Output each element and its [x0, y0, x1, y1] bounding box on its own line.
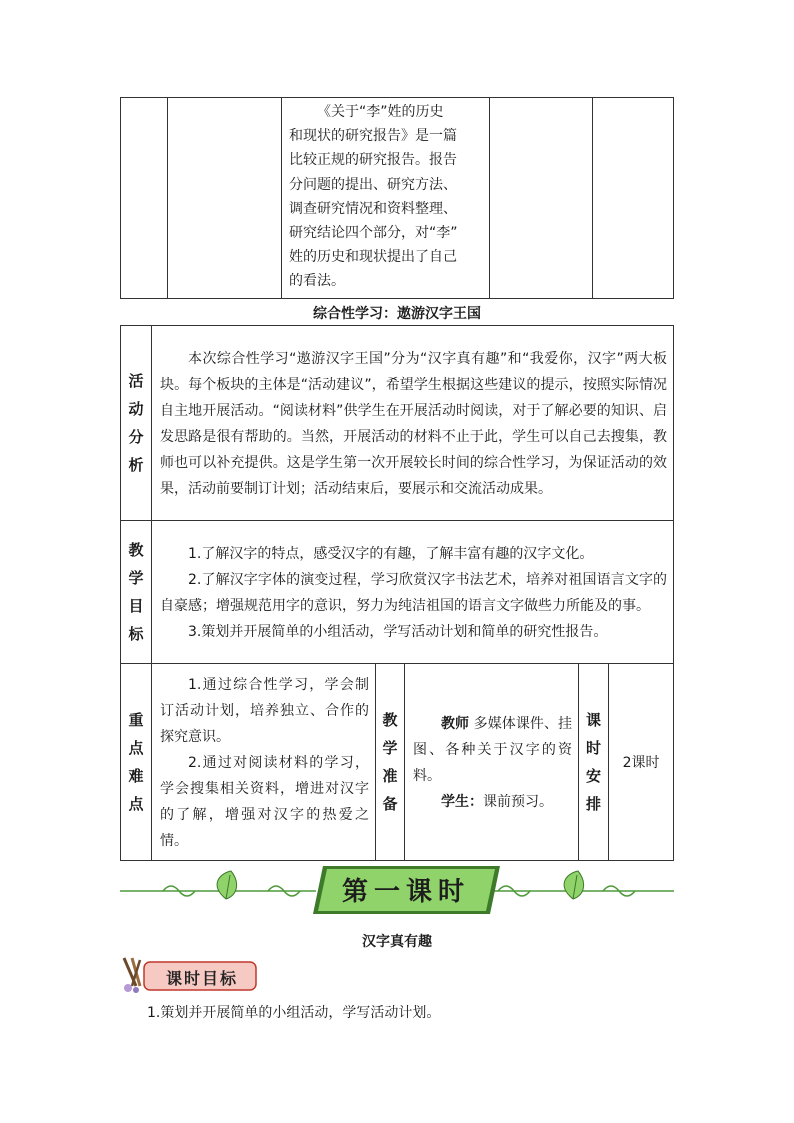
- lesson-subtitle: 汉字真有趣: [362, 934, 432, 950]
- report-line: 研究结论四个部分，对“李”: [289, 225, 458, 242]
- label-char: 教: [382, 711, 398, 729]
- label-char: 分: [128, 428, 144, 446]
- empty-cell: [121, 98, 168, 299]
- label-char: 学: [382, 739, 398, 757]
- lesson-banner: [118, 862, 676, 918]
- label-char: 难: [128, 767, 144, 785]
- label-char: 课: [585, 711, 601, 729]
- key-points-cell: [152, 664, 376, 861]
- label-char: 备: [382, 795, 398, 813]
- label-char: 准: [382, 767, 398, 785]
- label-char: 析: [128, 456, 144, 474]
- label-char: 动: [128, 400, 144, 418]
- goals-label: [121, 521, 152, 664]
- teacher-prep-text: 多媒体课件、挂图、各种关于汉字的资料。: [413, 716, 573, 784]
- student-prep: [413, 789, 572, 815]
- label-char: 重: [128, 711, 144, 729]
- lesson-banner-title: 第一课时: [341, 877, 470, 907]
- label-char: 目: [128, 597, 144, 615]
- label-char: 时: [585, 739, 601, 757]
- objective-badge-label: 课时目标: [165, 969, 238, 988]
- label-char: 教: [128, 541, 144, 559]
- key-points-label: [121, 664, 152, 861]
- label-char: 活: [128, 372, 144, 390]
- report-table: [120, 97, 674, 299]
- goal-item: 3.策划并开展简单的小组活动，学写活动计划和简单的研究性报告。: [188, 624, 608, 640]
- label-char: 标: [128, 625, 144, 643]
- report-line: 调查研究情况和资料整理、: [289, 200, 457, 217]
- report-line: 比较正规的研究报告。报告: [289, 152, 457, 169]
- label-char: 排: [585, 795, 601, 813]
- teacher-prep: [413, 711, 572, 789]
- report-description-cell: [282, 98, 490, 299]
- empty-cell: [490, 98, 593, 299]
- goals-cell: [152, 521, 674, 664]
- report-line: 分问题的提出、研究方法、: [289, 176, 457, 193]
- report-line: 《关于“李”姓的历史: [317, 104, 444, 120]
- report-line: 的看法。: [289, 273, 345, 290]
- label-char: 学: [128, 569, 144, 587]
- objective-item: 1.策划并开展简单的小组活动，学写活动计划。: [147, 1005, 441, 1021]
- activity-analysis-text: 本次综合性学习“遨游汉字王国”分为“汉字真有趣”和“我爱你，汉字”两大板块。每个板块的主体是“活动建议”，希望学生根据这些建议的提示，按照实际情况自主地开展活动。“阅读材料”供学生在开展活动时阅读，对于了解必要的知识、启发思路是很有帮助的。当然，开展活动的材料不止于此，学生可以自己去搜集，教师也可以补充提供。这是学生第一次开展较长时间的综合性学习，为保证活动的效果，活动前要制订计划；活动结束后，要展示和交流活动成果。: [160, 351, 668, 497]
- label-char: 点: [128, 795, 144, 813]
- label-char: 安: [585, 767, 601, 785]
- schedule-label: [579, 664, 609, 861]
- report-line: 和现状的研究报告》是一篇: [289, 128, 457, 145]
- goal-item: 1.了解汉字的特点，感受汉字的有趣，了解丰富有趣的汉字文化。: [188, 546, 594, 562]
- schedule-value: 2课时: [609, 664, 674, 861]
- report-line: 姓的历史和现状提出了自己: [289, 249, 457, 266]
- key-point-item: 2.通过对阅读材料的学习，学会搜集相关资料，增进对汉字的了解，增强对汉字的热爱之情。: [160, 755, 369, 849]
- activity-analysis-cell: [152, 326, 674, 521]
- label-char: 点: [128, 739, 144, 757]
- leaf-icon: [564, 871, 583, 899]
- preparation-cell: [405, 664, 579, 861]
- activity-label: [121, 326, 152, 521]
- leaf-icon: [217, 871, 236, 899]
- teacher-label: 教师: [441, 716, 470, 732]
- lesson-plan-table: [120, 325, 674, 861]
- objective-badge: [118, 956, 260, 994]
- empty-cell: [168, 98, 282, 299]
- student-prep-text: 课前预习。: [483, 794, 553, 810]
- preparation-label: [376, 664, 405, 861]
- student-label: 学生：: [441, 794, 483, 810]
- section-title: 综合性学习：遨游汉字王国: [313, 306, 481, 322]
- key-point-item: 1.通过综合性学习，学会制订活动计划，培养独立、合作的探究意识。: [160, 677, 369, 745]
- empty-cell: [593, 98, 674, 299]
- goal-item: 2.了解汉字字体的演变过程，学习欣赏汉字书法艺术，培养对祖国语言文字的自豪感；增强规范用字的意识，努力为纯洁祖国的语言文字做些力所能及的事。: [160, 572, 668, 614]
